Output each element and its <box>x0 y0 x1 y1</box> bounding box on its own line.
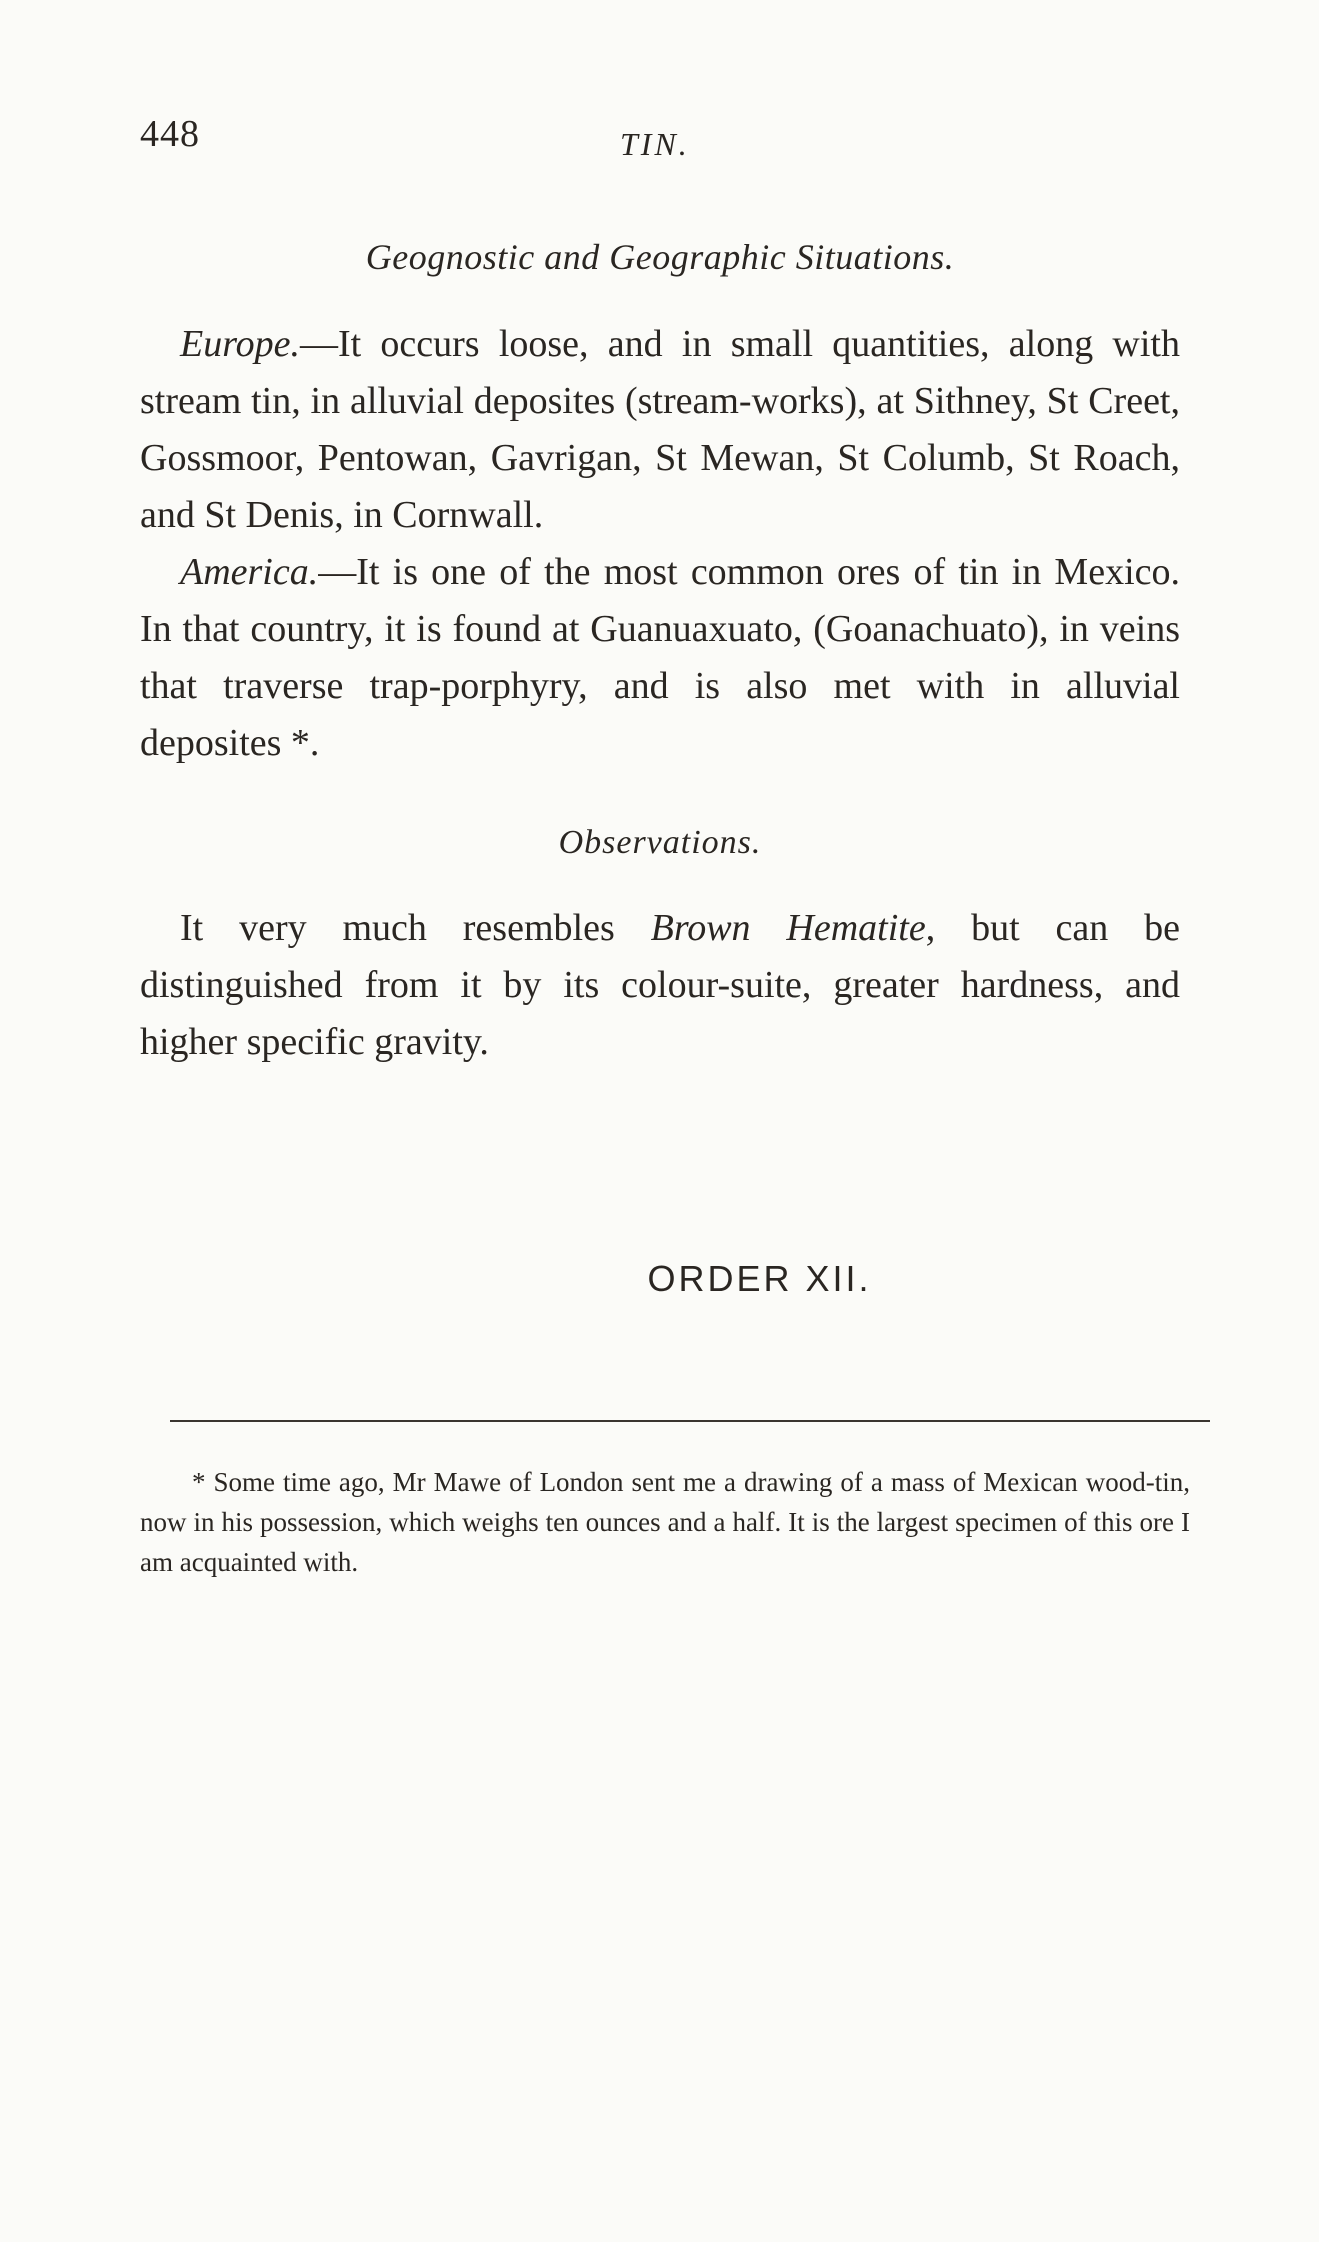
order-heading: ORDER XII. <box>647 1258 872 1299</box>
section-heading-observations: Observations. <box>558 824 762 861</box>
observations-emphasis: Brown Hematite <box>650 907 926 949</box>
observations-text-before: It very much resembles <box>180 907 651 949</box>
paragraph-text-america: —It is one of the most common ores of tin in Mexico. In that country, it is found at Guanuaxuato, (Goanachuato), in veins that traverse trap-porphyry, and is also met with in alluvial deposites *. <box>140 551 1180 764</box>
footnote: * Some time ago, Mr Mawe of London sent me a drawing of a mass of Mexican wood-tin, now in his possession, which weighs ten ounces and a half. It is the largest specimen of this ore I am acquainted with. <box>140 1467 1190 1577</box>
paragraph-lead-europe: Europe. <box>180 323 300 365</box>
page-number: 448 <box>140 113 200 155</box>
paragraph-america <box>140 544 1180 772</box>
main-text <box>140 236 1180 1071</box>
paragraph-europe <box>140 316 1180 544</box>
paragraph-text-europe: —It occurs loose, and in small quantities, along with stream tin, in alluvial deposites (stream-works), at Sithney, St Creet, Gossmoor, Pentowan, Gavrigan, St Mewan, St Columb, St Roach, and St Denis, in Cornwall. <box>140 323 1180 536</box>
paragraph-lead-america: America. <box>180 551 319 593</box>
section-heading-situations: Geognostic and Geographic Situations. <box>365 237 955 277</box>
paragraph-observations <box>140 900 1180 1071</box>
page-header <box>0 112 1319 172</box>
footnote-divider <box>170 1420 1210 1422</box>
observations-text-after: , but can be distinguished from it by its colour-suite, greater hardness, and higher specific gravity. <box>140 907 1180 1063</box>
running-head: TIN. <box>620 126 690 162</box>
